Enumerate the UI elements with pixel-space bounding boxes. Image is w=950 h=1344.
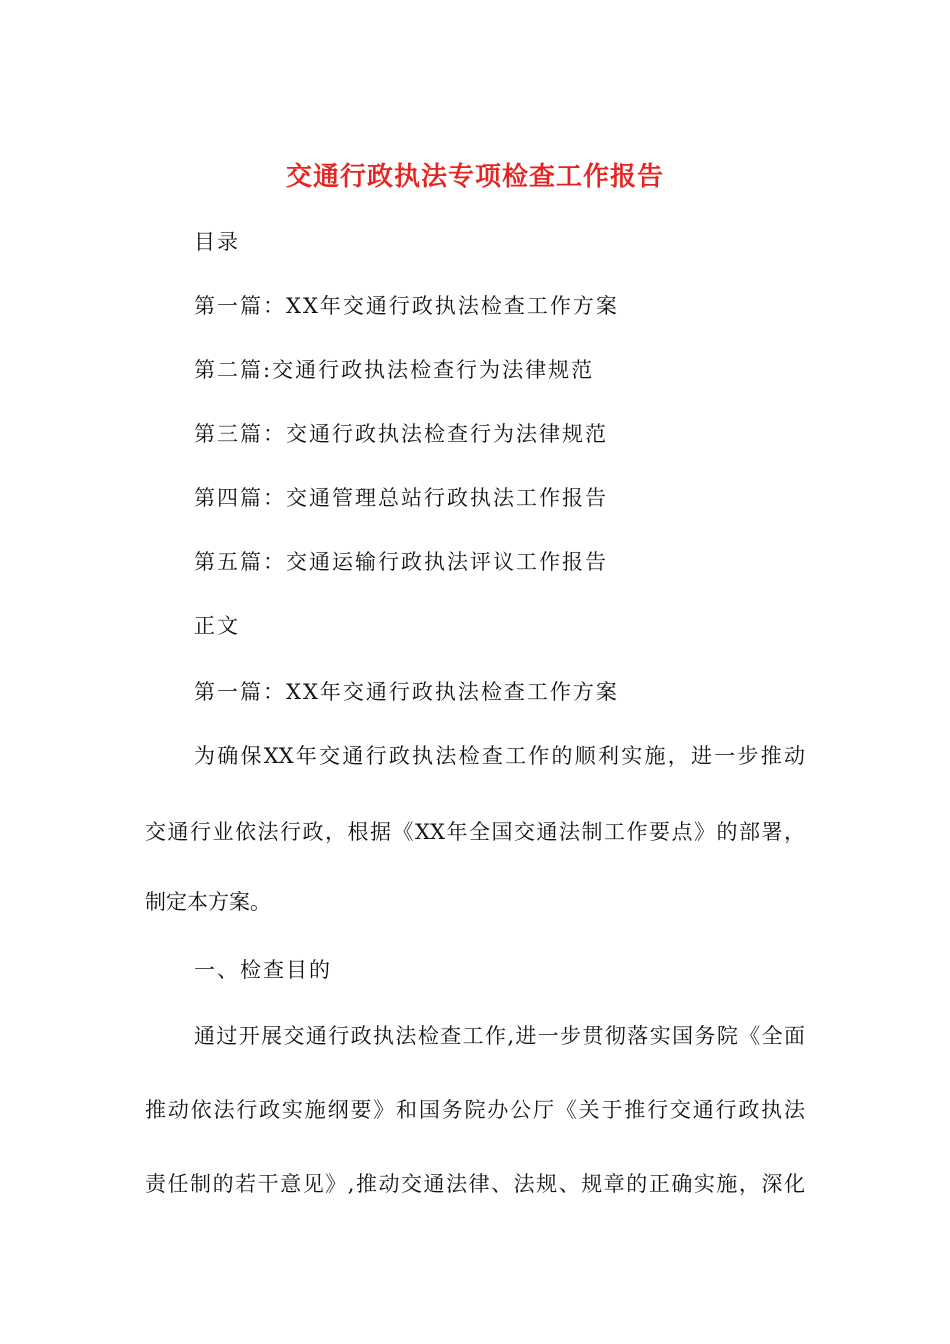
toc-item-5: 第五篇：交通运输行政执法评议工作报告 (194, 550, 608, 574)
paragraph-line: 通过开展交通行政执法检查工作,进一步贯彻落实国务院《全面 (194, 1024, 805, 1048)
chapter-title: 第一篇：XX年交通行政执法检查工作方案 (194, 680, 619, 704)
paragraph-line: 推动依法行政实施纲要》和国务院办公厅《关于推行交通行政执法 (145, 1098, 805, 1122)
toc-heading: 目录 (194, 230, 240, 254)
toc-item-3: 第三篇：交通行政执法检查行为法律规范 (194, 422, 608, 446)
paragraph-line: 为确保XX年交通行政执法检查工作的顺利实施，进一步推动 (194, 744, 805, 768)
section-heading: 一、检查目的 (194, 958, 332, 982)
paragraph-line: 责任制的若干意见》,推动交通法律、法规、规章的正确实施，深化 (145, 1172, 805, 1196)
toc-item-1: 第一篇：XX年交通行政执法检查工作方案 (194, 294, 619, 318)
toc-item-4: 第四篇：交通管理总站行政执法工作报告 (194, 486, 608, 510)
body-heading: 正文 (194, 614, 240, 638)
paragraph-line: 交通行业依法行政，根据《XX年全国交通法制工作要点》的部署， (145, 820, 805, 844)
document-title: 交通行政执法专项检查工作报告 (285, 162, 664, 192)
paragraph-line: 制定本方案。 (145, 890, 271, 914)
toc-item-2: 第二篇:交通行政执法检查行为法律规范 (194, 358, 595, 382)
